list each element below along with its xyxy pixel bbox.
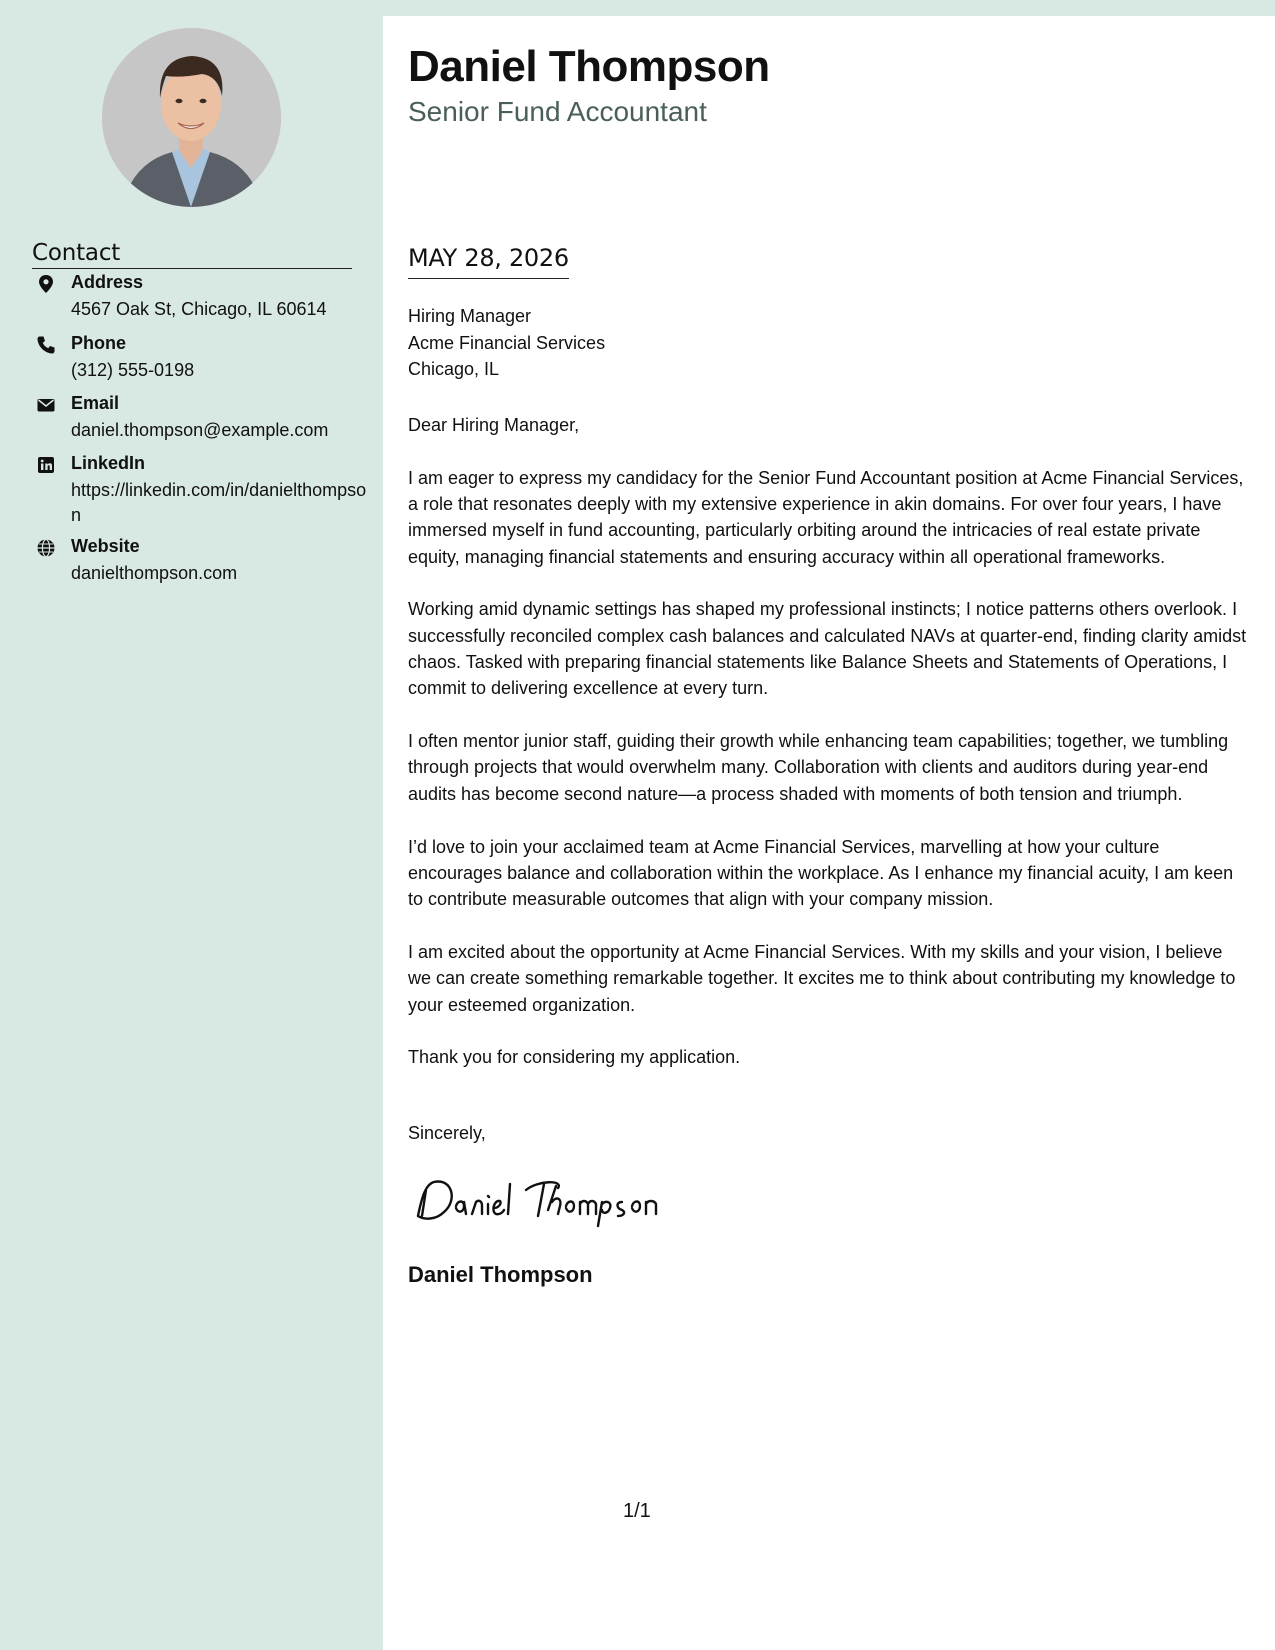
paragraph: I am eager to express my candidacy for the Senior Fund Accountant position at Acme Financial Services, a role that resonates deeply with my extensive experience in akin domains. For over four years, I have immersed myself in fund accounting, particularly orbiting around the intricacies of real estate private equity, managing financial statements and ensuring accuracy within all operational frameworks.: [408, 467, 1244, 567]
phone-value: (312) 555-0198: [71, 360, 195, 380]
letter-date: MAY 28, 2026: [408, 244, 569, 279]
handwritten-signature: [408, 1166, 668, 1232]
address-label: Address: [71, 272, 144, 292]
phone-label: Phone: [71, 333, 127, 353]
linkedin-icon: [36, 455, 56, 475]
applicant-name: Daniel Thompson: [408, 42, 770, 91]
email-value[interactable]: daniel.thompson@example.com: [71, 420, 329, 440]
sidebar: [0, 0, 383, 1650]
recipient-location: Chicago, IL: [408, 359, 500, 379]
applicant-role: Senior Fund Accountant: [408, 96, 707, 127]
contact-heading: Contact: [32, 240, 352, 269]
email-label: Email: [71, 393, 120, 413]
paragraph: Thank you for considering my application.: [408, 1047, 741, 1068]
closing: Sincerely,: [408, 1123, 486, 1143]
letter-body: [383, 16, 1275, 1650]
letter-content: [408, 412, 1248, 1097]
address-value: 4567 Oak St, Chicago, IL 60614: [71, 299, 327, 319]
envelope-icon: [36, 395, 56, 415]
phone-icon: [36, 335, 56, 355]
recipient-block: [408, 303, 605, 383]
page-number: 1/1: [623, 1500, 651, 1522]
globe-icon: [36, 538, 56, 558]
recipient-company: Acme Financial Services: [408, 332, 606, 353]
paragraph: I’d love to join your acclaimed team at Acme Financial Services, marvelling at how your culture encourages balance and collaboration within the workplace. As I enhance my financial acuity, I am keen to contribute measurable outcomes that align with your company mission.: [408, 836, 1234, 910]
website-label: Website: [71, 536, 140, 556]
paragraph: I often mentor junior staff, guiding their growth while enhancing team capabilities; together, we tumbling through projects that would overwhelm many. Collaboration with clients and auditors during year-end audits has become second nature—a process shaded with moments of both tension and triumph.: [408, 731, 1229, 804]
map-pin-icon: [36, 274, 56, 294]
portrait-photo: [102, 28, 281, 207]
paragraph: Working amid dynamic settings has shaped my professional instincts; I notice patterns others overlook. I successfully reconciled complex cash balances and calculated NAVs at quarter-end, finding clarity amidst chaos. Tasked with preparing financial statements like Balance Sheets and Statements of Operations, I commit to delivering excellence at every turn.: [408, 599, 1247, 699]
linkedin-label: LinkedIn: [71, 453, 146, 473]
avatar: [102, 28, 281, 207]
salutation: Dear Hiring Manager,: [408, 415, 580, 435]
signer-name: Daniel Thompson: [408, 1262, 593, 1287]
website-value[interactable]: danielthompson.com: [71, 563, 238, 583]
paragraph: I am excited about the opportunity at Acme Financial Services. With my skills and your vision, I believe we can create something remarkable together. It excites me to think about contributing my knowledge to your esteemed organization.: [408, 941, 1236, 1015]
recipient-title: Hiring Manager: [408, 306, 532, 326]
linkedin-value[interactable]: https://linkedin.com/in/danielthompson: [71, 480, 367, 525]
